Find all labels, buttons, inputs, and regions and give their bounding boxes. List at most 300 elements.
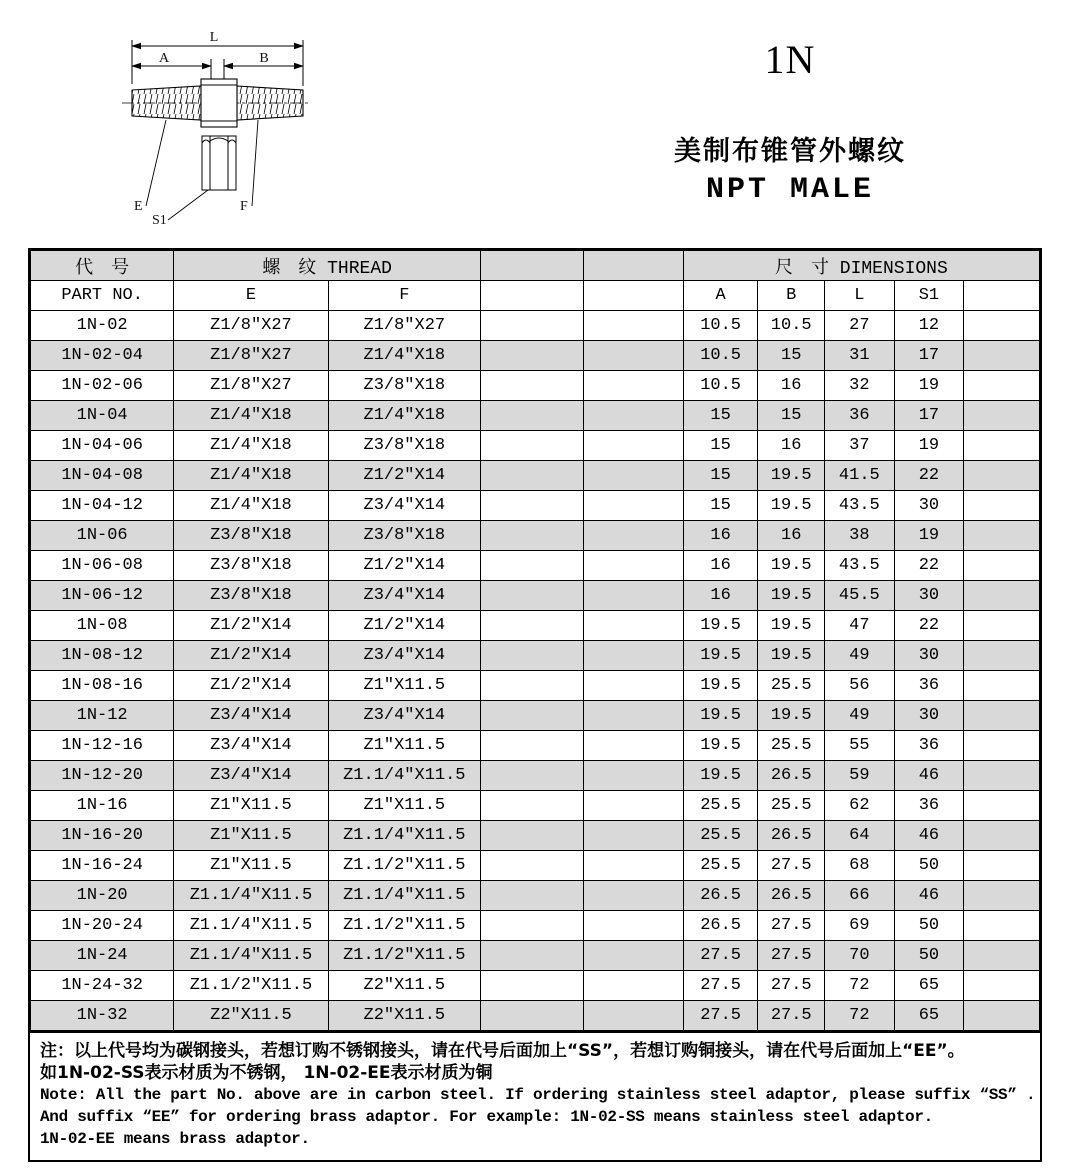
- cell-dim-b: 26.5: [758, 761, 825, 791]
- cell-dim-l: 49: [825, 701, 895, 731]
- title-english: NPT MALE: [705, 173, 875, 207]
- cell-blank: [480, 851, 583, 881]
- cell-blank: [964, 701, 1040, 731]
- table-row: [31, 431, 1040, 461]
- cell-thread-f: Z1/2″X14: [328, 551, 480, 581]
- cell-dim-l: 31: [825, 341, 895, 371]
- cell-part-no: 1N-06-12: [31, 581, 174, 611]
- cell-part-no: 1N-04-12: [31, 491, 174, 521]
- cell-part-no: 1N-02: [31, 311, 174, 341]
- cell-thread-f: Z1.1/4″X11.5: [328, 761, 480, 791]
- cell-blank: [583, 311, 683, 341]
- cell-blank: [480, 881, 583, 911]
- cell-dim-b: 27.5: [758, 911, 825, 941]
- header-blank: [480, 281, 583, 311]
- cell-blank: [480, 971, 583, 1001]
- dimension-label-b: B: [259, 51, 269, 66]
- cell-thread-e: Z3/4″X14: [174, 701, 328, 731]
- cell-dim-a: 10.5: [683, 371, 758, 401]
- cell-blank: [964, 431, 1040, 461]
- cell-dim-l: 32: [825, 371, 895, 401]
- cell-thread-f: Z1/2″X14: [328, 611, 480, 641]
- cell-thread-f: Z1″X11.5: [328, 791, 480, 821]
- cell-dim-s1: 19: [894, 431, 964, 461]
- cell-part-no: 1N-12: [31, 701, 174, 731]
- cell-thread-f: Z2″X11.5: [328, 1001, 480, 1031]
- header-col-s1: S1: [894, 281, 964, 311]
- cell-thread-e: Z1/2″X14: [174, 671, 328, 701]
- cell-dim-l: 49: [825, 641, 895, 671]
- cell-thread-f: Z3/4″X14: [328, 701, 480, 731]
- cell-dim-a: 19.5: [683, 641, 758, 671]
- cell-dim-b: 27.5: [758, 851, 825, 881]
- dimension-label-e: E: [134, 199, 143, 214]
- cell-blank: [480, 671, 583, 701]
- cell-blank: [964, 641, 1040, 671]
- cell-thread-e: Z1/8″X27: [174, 341, 328, 371]
- table-row: [31, 731, 1040, 761]
- cell-blank: [964, 341, 1040, 371]
- cell-blank: [964, 401, 1040, 431]
- cell-thread-f: Z3/8″X18: [328, 431, 480, 461]
- cell-dim-a: 19.5: [683, 761, 758, 791]
- cell-blank: [964, 371, 1040, 401]
- technical-drawing: [106, 24, 316, 234]
- cell-thread-e: Z1″X11.5: [174, 791, 328, 821]
- cell-thread-e: Z1/8″X27: [174, 311, 328, 341]
- cell-dim-l: 27: [825, 311, 895, 341]
- cell-dim-a: 27.5: [683, 941, 758, 971]
- cell-dim-b: 26.5: [758, 881, 825, 911]
- header-col-b: B: [758, 281, 825, 311]
- cell-dim-b: 26.5: [758, 821, 825, 851]
- cell-blank: [583, 641, 683, 671]
- table-row: [31, 851, 1040, 881]
- cell-blank: [964, 461, 1040, 491]
- cell-dim-b: 27.5: [758, 971, 825, 1001]
- table-row: [31, 821, 1040, 851]
- dimension-label-f: F: [240, 199, 248, 214]
- cell-dim-b: 19.5: [758, 641, 825, 671]
- dimension-label-a: A: [158, 51, 170, 66]
- model-number: 1N: [764, 37, 816, 82]
- cell-dim-l: 72: [825, 1001, 895, 1031]
- cell-thread-f: Z3/4″X14: [328, 491, 480, 521]
- title-block: [540, 0, 1040, 207]
- cell-blank: [583, 551, 683, 581]
- cell-dim-l: 37: [825, 431, 895, 461]
- cell-dim-a: 10.5: [683, 341, 758, 371]
- dimension-a-b: [132, 59, 303, 81]
- cell-blank: [583, 941, 683, 971]
- cell-dim-a: 19.5: [683, 701, 758, 731]
- table-row: [31, 1001, 1040, 1031]
- cell-blank: [964, 491, 1040, 521]
- cell-blank: [964, 731, 1040, 761]
- footnote: [30, 1031, 1040, 1160]
- cell-blank: [583, 461, 683, 491]
- table-row: [31, 461, 1040, 491]
- cell-dim-s1: 30: [894, 491, 964, 521]
- cell-thread-e: Z3/8″X18: [174, 521, 328, 551]
- table-row: [31, 581, 1040, 611]
- cell-dim-b: 10.5: [758, 311, 825, 341]
- cell-thread-e: Z1.1/2″X11.5: [174, 971, 328, 1001]
- cell-dim-l: 45.5: [825, 581, 895, 611]
- cell-blank: [583, 371, 683, 401]
- cell-thread-f: Z3/8″X18: [328, 521, 480, 551]
- cell-thread-e: Z1.1/4″X11.5: [174, 881, 328, 911]
- footnote-line-cn-2: 如1N-02-SS表示材质为不锈钢， 1N-02-EE表示材质为铜: [40, 1063, 493, 1083]
- table-row: [31, 641, 1040, 671]
- cell-blank: [480, 431, 583, 461]
- cell-thread-e: Z1/4″X18: [174, 401, 328, 431]
- cell-blank: [964, 881, 1040, 911]
- cell-blank: [964, 791, 1040, 821]
- cell-thread-e: Z2″X11.5: [174, 1001, 328, 1031]
- dimensions-table: [30, 250, 1040, 1031]
- cell-dim-s1: 36: [894, 731, 964, 761]
- cell-blank: [964, 851, 1040, 881]
- cell-part-no: 1N-12-16: [31, 731, 174, 761]
- cell-dim-b: 25.5: [758, 791, 825, 821]
- cell-part-no: 1N-24: [31, 941, 174, 971]
- cell-thread-f: Z3/4″X14: [328, 641, 480, 671]
- cell-blank: [964, 911, 1040, 941]
- cell-dim-s1: 19: [894, 521, 964, 551]
- cell-dim-b: 25.5: [758, 731, 825, 761]
- cell-blank: [964, 941, 1040, 971]
- table-row: [31, 761, 1040, 791]
- cell-part-no: 1N-12-20: [31, 761, 174, 791]
- cell-dim-s1: 46: [894, 881, 964, 911]
- cell-part-no: 1N-02-04: [31, 341, 174, 371]
- cell-dim-a: 15: [683, 461, 758, 491]
- cell-dim-l: 41.5: [825, 461, 895, 491]
- cell-dim-a: 25.5: [683, 821, 758, 851]
- cell-dim-a: 15: [683, 401, 758, 431]
- cell-blank: [480, 731, 583, 761]
- cell-dim-l: 43.5: [825, 551, 895, 581]
- cell-blank: [964, 551, 1040, 581]
- cell-part-no: 1N-04: [31, 401, 174, 431]
- cell-thread-f: Z1.1/4″X11.5: [328, 881, 480, 911]
- cell-part-no: 1N-02-06: [31, 371, 174, 401]
- cell-dim-s1: 46: [894, 821, 964, 851]
- cell-blank: [480, 371, 583, 401]
- cell-blank: [480, 701, 583, 731]
- cell-dim-s1: 50: [894, 941, 964, 971]
- dimension-label-s1: S1: [152, 213, 167, 228]
- cell-blank: [583, 521, 683, 551]
- cell-blank: [964, 671, 1040, 701]
- cell-thread-e: Z1/4″X18: [174, 461, 328, 491]
- cell-part-no: 1N-04-08: [31, 461, 174, 491]
- right-thread: [237, 86, 303, 120]
- cell-part-no: 1N-06-08: [31, 551, 174, 581]
- spec-table-container: [28, 248, 1042, 1162]
- table-row: [31, 611, 1040, 641]
- header-row-groups: [31, 251, 1040, 281]
- cell-blank: [480, 761, 583, 791]
- cell-dim-s1: 22: [894, 461, 964, 491]
- cell-dim-b: 15: [758, 341, 825, 371]
- cell-thread-e: Z1/2″X14: [174, 641, 328, 671]
- cell-blank: [480, 551, 583, 581]
- cell-thread-f: Z1.1/2″X11.5: [328, 851, 480, 881]
- cell-dim-a: 16: [683, 551, 758, 581]
- table-row: [31, 311, 1040, 341]
- cell-thread-f: Z1/2″X14: [328, 461, 480, 491]
- cell-thread-e: Z1.1/4″X11.5: [174, 911, 328, 941]
- cell-dim-b: 25.5: [758, 671, 825, 701]
- left-thread: [132, 86, 201, 120]
- cell-dim-b: 19.5: [758, 611, 825, 641]
- footnote-line-en-3: 1N-02-EE means brass adaptor.: [40, 1130, 310, 1148]
- cell-blank: [583, 791, 683, 821]
- header-part-no-en: PART NO.: [31, 281, 174, 311]
- cell-blank: [480, 791, 583, 821]
- cell-dim-l: 64: [825, 821, 895, 851]
- cell-dim-b: 16: [758, 431, 825, 461]
- cell-dim-l: 47: [825, 611, 895, 641]
- cell-blank: [480, 461, 583, 491]
- cell-blank: [480, 611, 583, 641]
- cell-dim-b: 19.5: [758, 551, 825, 581]
- cell-thread-e: Z1.1/4″X11.5: [174, 941, 328, 971]
- header-blank: [480, 251, 583, 281]
- header-blank: [583, 281, 683, 311]
- cell-dim-s1: 36: [894, 671, 964, 701]
- cell-blank: [583, 611, 683, 641]
- cell-dim-s1: 36: [894, 791, 964, 821]
- cell-dim-s1: 30: [894, 581, 964, 611]
- cell-dim-a: 19.5: [683, 671, 758, 701]
- table-body: [31, 311, 1040, 1031]
- cell-blank: [583, 731, 683, 761]
- cell-dim-s1: 17: [894, 401, 964, 431]
- cell-blank: [964, 311, 1040, 341]
- header-blank: [583, 251, 683, 281]
- cell-dim-a: 10.5: [683, 311, 758, 341]
- cell-dim-s1: 17: [894, 341, 964, 371]
- table-row: [31, 491, 1040, 521]
- cell-blank: [480, 911, 583, 941]
- cell-dim-l: 72: [825, 971, 895, 1001]
- footnote-line-en-2: And suffix “EE” for ordering brass adaptor. For example: 1N-02-SS means stainless steel adaptor.: [40, 1108, 933, 1126]
- side-view: [132, 79, 303, 127]
- cell-dim-s1: 65: [894, 1001, 964, 1031]
- cell-thread-f: Z3/8″X18: [328, 371, 480, 401]
- cell-blank: [583, 851, 683, 881]
- cell-part-no: 1N-20-24: [31, 911, 174, 941]
- cell-dim-a: 27.5: [683, 971, 758, 1001]
- header-part-no-cn: 代 号: [31, 251, 174, 281]
- cell-blank: [583, 431, 683, 461]
- cell-blank: [583, 491, 683, 521]
- cell-dim-a: 16: [683, 521, 758, 551]
- hex-body: [201, 79, 237, 127]
- cell-dim-a: 26.5: [683, 881, 758, 911]
- table-head: [31, 251, 1040, 311]
- cell-dim-b: 27.5: [758, 941, 825, 971]
- table-row: [31, 551, 1040, 581]
- cell-dim-l: 36: [825, 401, 895, 431]
- cell-blank: [480, 521, 583, 551]
- cell-blank: [583, 581, 683, 611]
- cell-thread-f: Z1.1/2″X11.5: [328, 941, 480, 971]
- cell-blank: [480, 581, 583, 611]
- cell-dim-s1: 22: [894, 611, 964, 641]
- cell-part-no: 1N-08: [31, 611, 174, 641]
- cell-blank: [583, 701, 683, 731]
- table-row: [31, 341, 1040, 371]
- cell-dim-b: 27.5: [758, 1001, 825, 1031]
- header-col-a: A: [683, 281, 758, 311]
- cell-dim-b: 19.5: [758, 461, 825, 491]
- cell-dim-a: 19.5: [683, 731, 758, 761]
- cell-part-no: 1N-08-12: [31, 641, 174, 671]
- cell-thread-e: Z3/4″X14: [174, 761, 328, 791]
- cell-dim-a: 16: [683, 581, 758, 611]
- header-row-columns: [31, 281, 1040, 311]
- cell-dim-l: 56: [825, 671, 895, 701]
- cell-dim-l: 55: [825, 731, 895, 761]
- table-row: [31, 941, 1040, 971]
- cell-thread-e: Z3/4″X14: [174, 731, 328, 761]
- cell-dim-l: 66: [825, 881, 895, 911]
- cell-dim-l: 38: [825, 521, 895, 551]
- cell-dim-l: 70: [825, 941, 895, 971]
- cell-part-no: 1N-16-20: [31, 821, 174, 851]
- cell-blank: [964, 611, 1040, 641]
- cell-part-no: 1N-04-06: [31, 431, 174, 461]
- cell-thread-f: Z1/4″X18: [328, 341, 480, 371]
- cell-blank: [583, 341, 683, 371]
- cell-dim-b: 19.5: [758, 701, 825, 731]
- header-dimensions: 尺 寸 DIMENSIONS: [683, 251, 1039, 281]
- cell-blank: [583, 671, 683, 701]
- cell-thread-f: Z1″X11.5: [328, 671, 480, 701]
- cell-blank: [480, 491, 583, 521]
- table-row: [31, 701, 1040, 731]
- cell-blank: [583, 911, 683, 941]
- cell-part-no: 1N-20: [31, 881, 174, 911]
- cell-dim-b: 19.5: [758, 581, 825, 611]
- cell-dim-l: 68: [825, 851, 895, 881]
- cell-dim-a: 15: [683, 491, 758, 521]
- cell-blank: [480, 941, 583, 971]
- cell-dim-s1: 65: [894, 971, 964, 1001]
- cell-dim-b: 19.5: [758, 491, 825, 521]
- cell-dim-b: 16: [758, 371, 825, 401]
- cell-dim-b: 16: [758, 521, 825, 551]
- table-row: [31, 671, 1040, 701]
- cell-blank: [583, 401, 683, 431]
- dimension-label-l: L: [209, 30, 219, 45]
- cell-part-no: 1N-32: [31, 1001, 174, 1031]
- cell-blank: [964, 521, 1040, 551]
- cell-dim-a: 27.5: [683, 1001, 758, 1031]
- cell-dim-s1: 50: [894, 911, 964, 941]
- cell-dim-l: 62: [825, 791, 895, 821]
- cell-part-no: 1N-16: [31, 791, 174, 821]
- cell-part-no: 1N-16-24: [31, 851, 174, 881]
- cell-blank: [964, 761, 1040, 791]
- cell-thread-e: Z1″X11.5: [174, 851, 328, 881]
- table-row: [31, 911, 1040, 941]
- cell-dim-a: 25.5: [683, 851, 758, 881]
- cell-thread-f: Z1.1/2″X11.5: [328, 911, 480, 941]
- cell-dim-a: 15: [683, 431, 758, 461]
- cell-blank: [583, 1001, 683, 1031]
- cell-dim-l: 43.5: [825, 491, 895, 521]
- table-row: [31, 401, 1040, 431]
- cell-thread-f: Z2″X11.5: [328, 971, 480, 1001]
- fitting-drawing-svg: [106, 24, 316, 234]
- cell-dim-b: 15: [758, 401, 825, 431]
- cell-blank: [480, 311, 583, 341]
- cell-blank: [583, 881, 683, 911]
- cell-blank: [480, 1001, 583, 1031]
- page-header: [0, 0, 1070, 248]
- cell-dim-s1: 46: [894, 761, 964, 791]
- cell-thread-e: Z1/4″X18: [174, 431, 328, 461]
- cell-dim-a: 19.5: [683, 611, 758, 641]
- cell-thread-e: Z1/8″X27: [174, 371, 328, 401]
- table-row: [31, 521, 1040, 551]
- cell-dim-a: 26.5: [683, 911, 758, 941]
- cell-blank: [480, 341, 583, 371]
- cell-blank: [480, 401, 583, 431]
- cell-thread-f: Z1″X11.5: [328, 731, 480, 761]
- cell-dim-s1: 30: [894, 641, 964, 671]
- cell-dim-s1: 12: [894, 311, 964, 341]
- cell-blank: [964, 581, 1040, 611]
- cell-part-no: 1N-06: [31, 521, 174, 551]
- cell-thread-f: Z1/8″X27: [328, 311, 480, 341]
- cell-thread-e: Z3/8″X18: [174, 551, 328, 581]
- header-thread: 螺 纹 THREAD: [174, 251, 481, 281]
- cell-thread-e: Z1/2″X14: [174, 611, 328, 641]
- cell-part-no: 1N-08-16: [31, 671, 174, 701]
- cell-thread-f: Z3/4″X14: [328, 581, 480, 611]
- table-row: [31, 971, 1040, 1001]
- cell-dim-l: 59: [825, 761, 895, 791]
- table-row: [31, 881, 1040, 911]
- cell-blank: [480, 821, 583, 851]
- cell-blank: [583, 761, 683, 791]
- cell-part-no: 1N-24-32: [31, 971, 174, 1001]
- cell-blank: [583, 821, 683, 851]
- title-chinese: 美制布锥管外螺纹: [674, 136, 906, 167]
- cell-dim-s1: 19: [894, 371, 964, 401]
- footnote-line-cn-1: 注：以上代号均为碳钢接头，若想订购不锈钢接头，请在代号后面加上“SS”，若想订购铜接头，请在代号后面加上“EE”。: [40, 1041, 965, 1061]
- cell-dim-a: 25.5: [683, 791, 758, 821]
- cell-dim-l: 69: [825, 911, 895, 941]
- cell-blank: [964, 971, 1040, 1001]
- header-col-e: E: [174, 281, 328, 311]
- cell-thread-e: Z1″X11.5: [174, 821, 328, 851]
- header-blank: [964, 281, 1040, 311]
- cell-blank: [964, 821, 1040, 851]
- cell-blank: [964, 1001, 1040, 1031]
- cell-thread-f: Z1.1/4″X11.5: [328, 821, 480, 851]
- cell-dim-s1: 22: [894, 551, 964, 581]
- cell-dim-s1: 50: [894, 851, 964, 881]
- header-col-f: F: [328, 281, 480, 311]
- hex-end-view: [202, 136, 236, 190]
